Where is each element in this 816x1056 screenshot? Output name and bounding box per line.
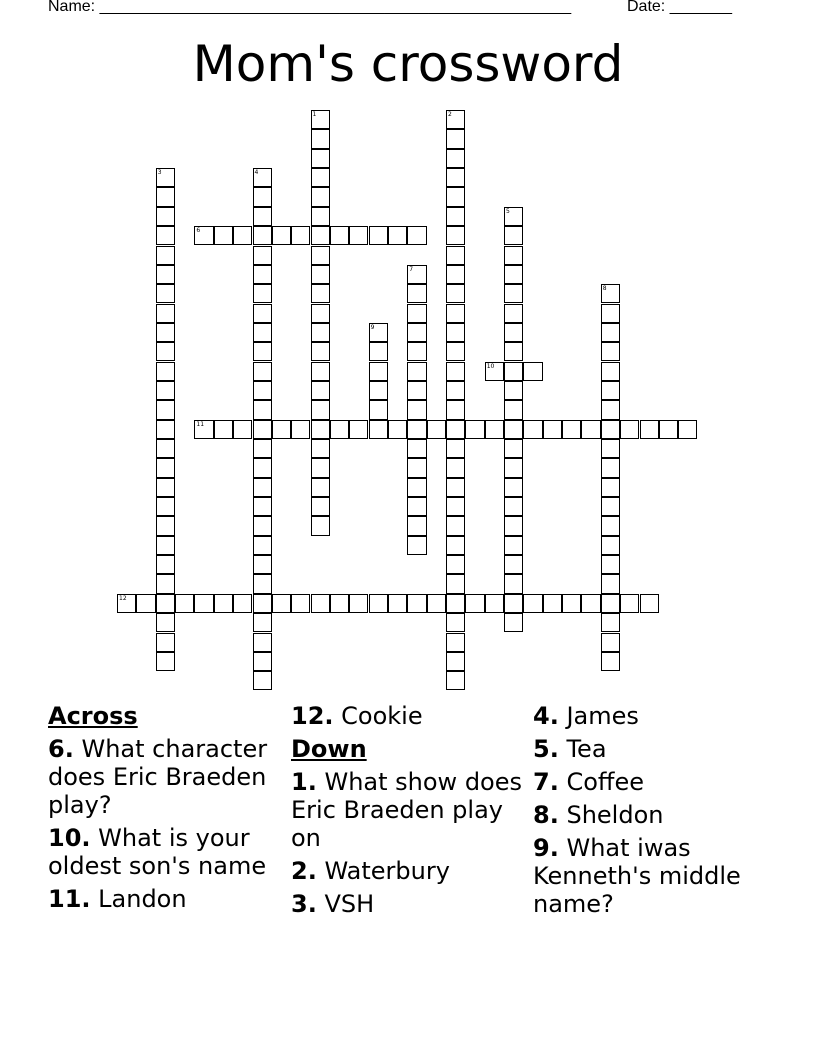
grid-cell[interactable] (581, 420, 600, 439)
grid-cell[interactable] (156, 478, 175, 497)
grid-cell[interactable] (388, 594, 407, 613)
grid-cell[interactable] (311, 420, 330, 439)
grid-cell[interactable] (446, 381, 465, 400)
grid-cell[interactable] (601, 323, 620, 342)
grid-cell[interactable] (601, 342, 620, 361)
clue-number: 11 (196, 420, 205, 428)
grid-cell[interactable] (504, 458, 523, 477)
grid-cell[interactable] (311, 226, 330, 245)
grid-cell[interactable] (446, 613, 465, 632)
grid-cell[interactable] (446, 439, 465, 458)
grid-cell[interactable] (369, 594, 388, 613)
grid-cell[interactable] (369, 342, 388, 361)
grid-cell[interactable] (446, 478, 465, 497)
grid-cell[interactable] (253, 613, 272, 632)
grid-cell[interactable] (156, 207, 175, 226)
grid-cell[interactable] (446, 207, 465, 226)
grid-cell[interactable] (272, 420, 291, 439)
grid-cell[interactable] (504, 284, 523, 303)
grid-cell[interactable] (446, 555, 465, 574)
clue-down-3: 3. VSH (291, 890, 375, 918)
grid-cell[interactable] (194, 594, 213, 613)
grid-cell[interactable] (407, 342, 426, 361)
grid-cell[interactable] (446, 246, 465, 265)
grid-cell[interactable] (678, 420, 697, 439)
grid-cell[interactable] (446, 129, 465, 148)
clues-column-3 (533, 702, 771, 923)
grid-cell[interactable] (446, 400, 465, 419)
grid-cell[interactable] (446, 594, 465, 613)
grid-cell[interactable] (253, 439, 272, 458)
clue-number: 4 (254, 169, 259, 177)
grid-cell[interactable] (504, 594, 523, 613)
grid-cell[interactable] (311, 304, 330, 323)
grid-cell[interactable] (601, 420, 620, 439)
grid-cell[interactable] (504, 516, 523, 535)
grid-cell[interactable] (504, 207, 523, 226)
grid-cell[interactable] (156, 304, 175, 323)
grid-cell[interactable] (156, 594, 175, 613)
grid-cell[interactable] (253, 555, 272, 574)
grid-cell[interactable] (407, 516, 426, 535)
grid-cell[interactable] (330, 226, 349, 245)
grid-cell[interactable] (156, 226, 175, 245)
grid-cell[interactable] (407, 478, 426, 497)
grid-cell[interactable] (253, 420, 272, 439)
grid-cell[interactable] (369, 420, 388, 439)
grid-cell[interactable] (446, 652, 465, 671)
grid-cell[interactable] (388, 226, 407, 245)
grid-cell[interactable] (504, 555, 523, 574)
grid-cell[interactable] (407, 536, 426, 555)
grid-cell[interactable] (407, 497, 426, 516)
grid-cell[interactable] (369, 323, 388, 342)
grid-cell[interactable] (253, 323, 272, 342)
grid-cell[interactable] (620, 594, 639, 613)
grid-cell[interactable] (233, 594, 252, 613)
grid-cell[interactable] (601, 284, 620, 303)
grid-cell[interactable] (175, 594, 194, 613)
grid-cell[interactable] (504, 226, 523, 245)
grid-cell[interactable] (407, 284, 426, 303)
grid-cell[interactable] (543, 420, 562, 439)
grid-cell[interactable] (253, 458, 272, 477)
clue-number: 2 (448, 111, 452, 118)
grid-cell[interactable] (601, 458, 620, 477)
grid-cell[interactable] (156, 652, 175, 671)
grid-cell[interactable] (311, 168, 330, 187)
grid-cell[interactable] (291, 226, 310, 245)
grid-cell[interactable] (311, 323, 330, 342)
grid-cell[interactable] (427, 594, 446, 613)
clue-number: 9 (370, 323, 375, 331)
grid-cell[interactable] (156, 555, 175, 574)
grid-cell[interactable] (407, 265, 426, 284)
grid-cell[interactable] (446, 284, 465, 303)
clue-across-10: 10. What is your oldest son's name (48, 824, 267, 880)
grid-cell[interactable] (407, 362, 426, 381)
clue-down-4: 4. James (533, 702, 639, 730)
grid-cell[interactable] (446, 362, 465, 381)
grid-cell[interactable] (253, 362, 272, 381)
grid-cell[interactable] (407, 420, 426, 439)
grid-cell[interactable] (407, 381, 426, 400)
clue-down-1: 1. What show does Eric Braeden play on (291, 768, 522, 852)
grid-cell[interactable] (581, 594, 600, 613)
clue-number: 12 (119, 594, 127, 602)
clue-down-5: 5. Tea (533, 735, 607, 763)
clue-number: 10 (486, 362, 495, 370)
grid-cell[interactable] (407, 400, 426, 419)
grid-cell[interactable] (446, 574, 465, 593)
grid-cell[interactable] (640, 594, 659, 613)
grid-cell[interactable] (446, 226, 465, 245)
grid-cell[interactable] (562, 594, 581, 613)
grid-cell[interactable] (311, 265, 330, 284)
grid-cell[interactable] (485, 594, 504, 613)
clues-column-1 (48, 702, 286, 918)
grid-cell[interactable] (253, 342, 272, 361)
clue-number: 1 (312, 111, 317, 118)
grid-cell[interactable] (156, 284, 175, 303)
grid-cell[interactable] (446, 536, 465, 555)
grid-cell[interactable] (311, 284, 330, 303)
grid-cell[interactable] (369, 400, 388, 419)
grid-cell[interactable] (407, 304, 426, 323)
name-field[interactable]: Name: _____________________________________________________ (48, 0, 572, 15)
grid-cell[interactable] (291, 594, 310, 613)
grid-cell[interactable] (311, 458, 330, 477)
grid-cell[interactable] (446, 497, 465, 516)
grid-cell[interactable] (640, 420, 659, 439)
grid-cell[interactable] (504, 439, 523, 458)
grid-cell[interactable] (504, 323, 523, 342)
grid-cell[interactable] (485, 420, 504, 439)
grid-cell[interactable] (504, 536, 523, 555)
grid-cell[interactable] (311, 594, 330, 613)
grid-cell[interactable] (504, 304, 523, 323)
grid-cell[interactable] (446, 149, 465, 168)
grid-cell[interactable] (156, 265, 175, 284)
grid-cell[interactable] (446, 168, 465, 187)
grid-cell[interactable] (253, 246, 272, 265)
grid-cell[interactable] (253, 478, 272, 497)
grid-cell[interactable] (272, 226, 291, 245)
grid-cell[interactable] (601, 497, 620, 516)
grid-cell[interactable] (291, 420, 310, 439)
puzzle-title: Mom's crossword (192, 35, 624, 93)
grid-cell[interactable] (253, 536, 272, 555)
date-field[interactable]: Date: _______ (627, 0, 732, 15)
grid-cell[interactable] (311, 478, 330, 497)
grid-cell[interactable] (562, 420, 581, 439)
grid-cell[interactable] (407, 594, 426, 613)
grid-cell[interactable] (523, 362, 542, 381)
grid-cell[interactable] (311, 400, 330, 419)
grid-cell[interactable] (601, 381, 620, 400)
grid-cell[interactable] (601, 516, 620, 535)
clue-across-12: 12. Cookie (291, 702, 423, 730)
clues-column-2 (291, 702, 529, 923)
clue-down-8: 8. Sheldon (533, 801, 664, 829)
grid-cell[interactable] (214, 226, 233, 245)
grid-cell[interactable] (156, 246, 175, 265)
grid-cell[interactable] (156, 574, 175, 593)
grid-cell[interactable] (311, 207, 330, 226)
grid-cell[interactable] (523, 420, 542, 439)
grid-cell[interactable] (156, 400, 175, 419)
grid-cell[interactable] (311, 439, 330, 458)
grid-cell[interactable] (485, 362, 504, 381)
grid-cell[interactable] (156, 187, 175, 206)
grid-cell[interactable] (156, 439, 175, 458)
grid-cell[interactable] (156, 420, 175, 439)
grid-cell[interactable] (311, 497, 330, 516)
grid-cell[interactable] (311, 110, 330, 129)
grid-cell[interactable] (504, 497, 523, 516)
grid-cell[interactable] (369, 381, 388, 400)
grid-cell[interactable] (446, 420, 465, 439)
clue-number: 8 (602, 285, 607, 293)
grid-cell[interactable] (407, 226, 426, 245)
grid-cell[interactable] (504, 342, 523, 361)
grid-cell[interactable] (156, 342, 175, 361)
grid-cell[interactable] (504, 420, 523, 439)
grid-cell[interactable] (504, 362, 523, 381)
grid-cell[interactable] (156, 613, 175, 632)
grid-cell[interactable] (330, 420, 349, 439)
clue-across-11: 11. Landon (48, 885, 187, 913)
grid-cell[interactable] (253, 671, 272, 690)
grid-cell[interactable] (446, 633, 465, 652)
grid-cell[interactable] (601, 613, 620, 632)
grid-cell[interactable] (601, 304, 620, 323)
grid-cell[interactable] (504, 265, 523, 284)
grid-cell[interactable] (233, 420, 252, 439)
grid-cell[interactable] (446, 342, 465, 361)
grid-cell[interactable] (659, 420, 678, 439)
grid-cell[interactable] (504, 613, 523, 632)
grid-cell[interactable] (156, 323, 175, 342)
grid-cell[interactable] (601, 633, 620, 652)
grid-cell[interactable] (194, 226, 213, 245)
grid-cell[interactable] (253, 633, 272, 652)
grid-cell[interactable] (156, 168, 175, 187)
grid-cell[interactable] (272, 594, 291, 613)
clue-down-2: 2. Waterbury (291, 857, 450, 885)
grid-cell[interactable] (620, 420, 639, 439)
grid-cell[interactable] (311, 342, 330, 361)
grid-cell[interactable] (253, 497, 272, 516)
grid-cell[interactable] (194, 420, 213, 439)
grid-cell[interactable] (601, 555, 620, 574)
clue-down-7: 7. Coffee (533, 768, 644, 796)
grid-cell[interactable] (253, 516, 272, 535)
grid-cell[interactable] (465, 594, 484, 613)
grid-cell[interactable] (311, 149, 330, 168)
grid-cell[interactable] (446, 671, 465, 690)
clue-number: 3 (157, 169, 162, 177)
down-heading: Down (291, 735, 367, 763)
grid-cell[interactable] (253, 400, 272, 419)
grid-cell[interactable] (446, 458, 465, 477)
grid-cell[interactable] (349, 594, 368, 613)
grid-cell[interactable] (446, 323, 465, 342)
grid-cell[interactable] (543, 594, 562, 613)
grid-cell[interactable] (253, 168, 272, 187)
clue-down-9: 9. What iwas Kenneth's middle name? (533, 834, 741, 918)
grid-cell[interactable] (523, 594, 542, 613)
grid-cell[interactable] (253, 187, 272, 206)
grid-cell[interactable] (156, 381, 175, 400)
grid-cell[interactable] (117, 594, 136, 613)
grid-cell[interactable] (253, 304, 272, 323)
grid-cell[interactable] (253, 207, 272, 226)
grid-cell[interactable] (601, 439, 620, 458)
grid-cell[interactable] (253, 594, 272, 613)
clue-across-6: 6. What character does Eric Braeden play? (48, 735, 268, 819)
grid-cell[interactable] (233, 226, 252, 245)
grid-cell[interactable] (253, 574, 272, 593)
grid-cell[interactable] (156, 633, 175, 652)
grid-cell[interactable] (601, 574, 620, 593)
grid-cell[interactable] (311, 362, 330, 381)
grid-cell[interactable] (446, 516, 465, 535)
grid-cell[interactable] (446, 304, 465, 323)
grid-cell[interactable] (601, 478, 620, 497)
grid-cell[interactable] (253, 265, 272, 284)
grid-cell[interactable] (465, 420, 484, 439)
grid-cell[interactable] (214, 594, 233, 613)
grid-cell[interactable] (369, 226, 388, 245)
grid-cell[interactable] (427, 420, 446, 439)
grid-cell[interactable] (156, 516, 175, 535)
grid-cell[interactable] (388, 420, 407, 439)
grid-cell[interactable] (214, 420, 233, 439)
grid-cell[interactable] (136, 594, 155, 613)
clue-number: 6 (196, 227, 201, 235)
grid-cell[interactable] (311, 246, 330, 265)
grid-cell[interactable] (253, 381, 272, 400)
grid-cell[interactable] (601, 594, 620, 613)
grid-cell[interactable] (156, 536, 175, 555)
grid-cell[interactable] (407, 439, 426, 458)
grid-cell[interactable] (311, 129, 330, 148)
grid-cell[interactable] (156, 362, 175, 381)
clue-number: 7 (409, 265, 414, 273)
grid-cell[interactable] (311, 187, 330, 206)
grid-cell[interactable] (446, 187, 465, 206)
grid-cell[interactable] (349, 226, 368, 245)
grid-cell[interactable] (601, 362, 620, 381)
across-heading: Across (48, 702, 138, 730)
grid-cell[interactable] (601, 400, 620, 419)
grid-cell[interactable] (156, 458, 175, 477)
grid-cell[interactable] (253, 226, 272, 245)
grid-cell[interactable] (253, 284, 272, 303)
grid-cell[interactable] (504, 478, 523, 497)
grid-cell[interactable] (446, 110, 465, 129)
grid-cell[interactable] (446, 265, 465, 284)
grid-cell[interactable] (330, 594, 349, 613)
clue-number: 5 (506, 207, 510, 215)
grid-cell[interactable] (407, 323, 426, 342)
grid-cell[interactable] (504, 246, 523, 265)
grid-cell[interactable] (253, 652, 272, 671)
grid-cell[interactable] (311, 516, 330, 535)
grid-cell[interactable] (407, 458, 426, 477)
grid-cell[interactable] (156, 497, 175, 516)
grid-cell[interactable] (504, 574, 523, 593)
grid-cell[interactable] (601, 536, 620, 555)
grid-cell[interactable] (369, 362, 388, 381)
grid-cell[interactable] (601, 652, 620, 671)
grid-cell[interactable] (311, 381, 330, 400)
grid-cell[interactable] (504, 400, 523, 419)
grid-cell[interactable] (504, 381, 523, 400)
grid-cell[interactable] (349, 420, 368, 439)
